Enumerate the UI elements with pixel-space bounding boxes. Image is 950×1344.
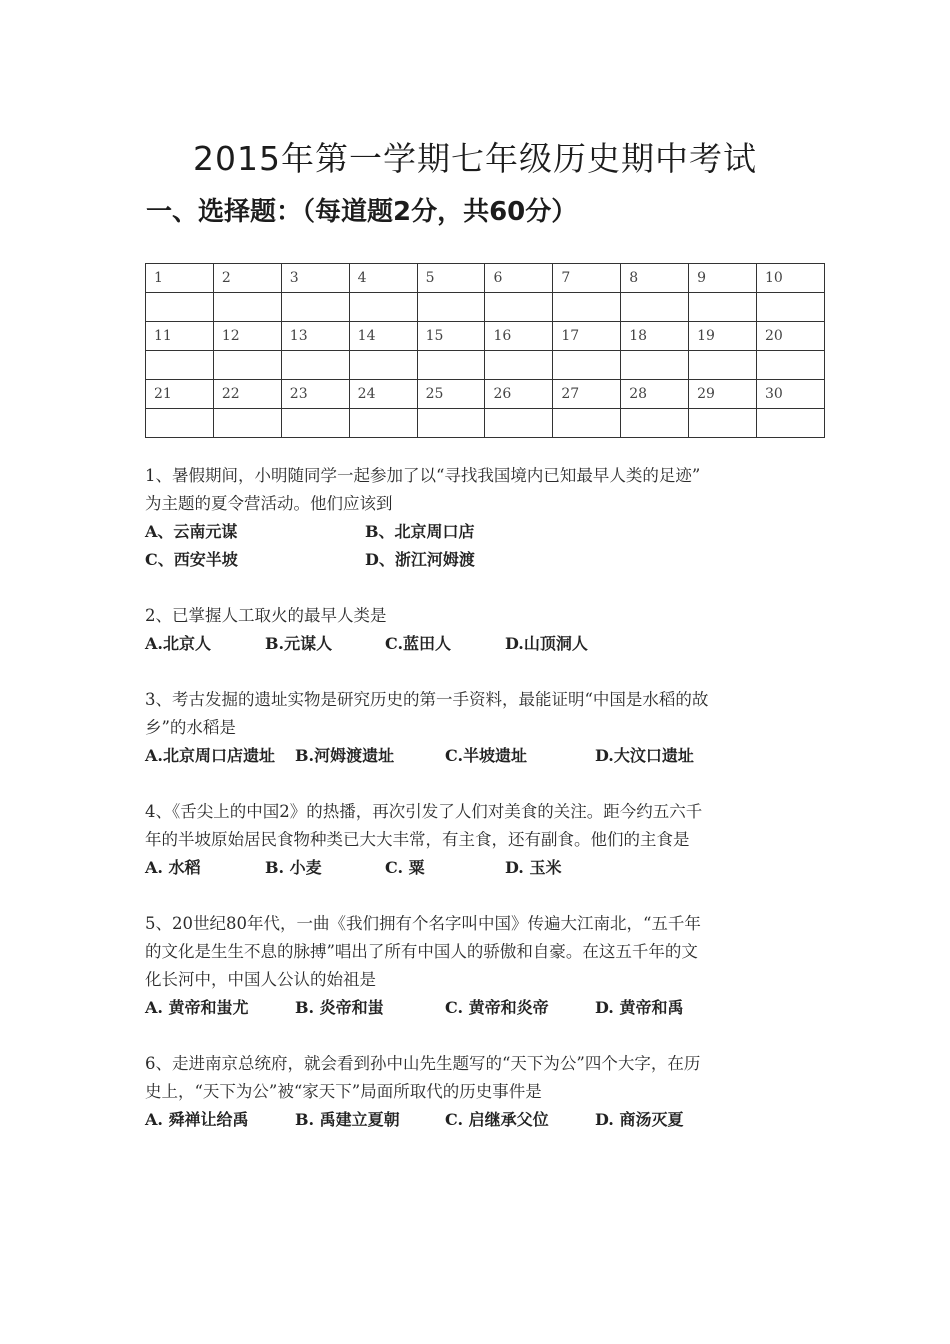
grid-answer-cell <box>213 409 281 438</box>
grid-answer-cell <box>146 409 214 438</box>
option-line <box>145 546 815 574</box>
grid-number-cell: 27 <box>553 380 621 409</box>
grid-answer-cell <box>689 351 757 380</box>
grid-answer-cell <box>621 293 689 322</box>
grid-answer-row <box>146 409 825 438</box>
question-item <box>145 910 815 1022</box>
answer-option: B. 炎帝和蚩 <box>295 998 384 1017</box>
answer-option: D.大汶口遗址 <box>595 746 694 765</box>
question-item <box>145 1050 815 1134</box>
answer-option: D、浙江河姆渡 <box>365 550 475 569</box>
question-stem-line: 乡”的水稻是 <box>145 718 236 737</box>
answer-option: B.元谋人 <box>265 634 333 653</box>
grid-number-cell: 29 <box>689 380 757 409</box>
answer-option: C. 黄帝和炎帝 <box>445 998 549 1017</box>
option-line <box>145 518 815 546</box>
question-stem-line: 1、暑假期间，小明随同学一起参加了以“寻找我国境内已知最早人类的足迹” <box>145 466 701 485</box>
grid-answer-cell <box>349 351 417 380</box>
grid-number-cell: 12 <box>213 322 281 351</box>
question-item <box>145 798 815 882</box>
option-line <box>145 630 815 658</box>
grid-answer-cell <box>689 409 757 438</box>
option-line <box>145 854 815 882</box>
grid-answer-cell <box>349 409 417 438</box>
question-item <box>145 602 815 658</box>
grid-number-cell: 5 <box>417 264 485 293</box>
answer-option: B、北京周口店 <box>365 522 475 541</box>
grid-number-cell: 10 <box>757 264 825 293</box>
grid-answer-cell <box>281 351 349 380</box>
grid-number-cell: 11 <box>146 322 214 351</box>
grid-answer-cell <box>281 409 349 438</box>
answer-option: A. 水稻 <box>145 858 201 877</box>
grid-answer-cell <box>757 293 825 322</box>
grid-number-cell: 28 <box>621 380 689 409</box>
answer-option: B. 禹建立夏朝 <box>295 1110 400 1129</box>
grid-number-cell: 17 <box>553 322 621 351</box>
grid-answer-cell <box>757 409 825 438</box>
grid-answer-cell <box>417 293 485 322</box>
section-heading: 一、选择题：（每道题2分，共60分） <box>146 197 578 227</box>
grid-number-cell: 25 <box>417 380 485 409</box>
question-stem-line: 年的半坡原始居民食物种类已大大丰常，有主食，还有副食。他们的主食是 <box>145 830 690 849</box>
grid-answer-row <box>146 293 825 322</box>
grid-number-row <box>146 264 825 293</box>
grid-number-cell: 6 <box>485 264 553 293</box>
grid-answer-cell <box>553 293 621 322</box>
answer-option: A.北京人 <box>145 634 211 653</box>
grid-answer-cell <box>417 351 485 380</box>
answer-option: D.山顶洞人 <box>505 634 588 653</box>
grid-number-cell: 26 <box>485 380 553 409</box>
grid-answer-cell <box>146 293 214 322</box>
answer-option: A. 黄帝和蚩尤 <box>145 998 249 1017</box>
grid-number-cell: 4 <box>349 264 417 293</box>
answer-option: C. 启继承父位 <box>445 1110 549 1129</box>
answer-option: A.北京周口店遗址 <box>145 746 275 765</box>
question-stem-line: 化长河中，中国人公认的始祖是 <box>145 970 376 989</box>
grid-number-cell: 1 <box>146 264 214 293</box>
grid-answer-cell <box>553 409 621 438</box>
grid-number-cell: 30 <box>757 380 825 409</box>
question-stem-line: 5、20世纪80年代，一曲《我们拥有个名字叫中国》传遍大江南北，“五千年 <box>145 914 701 933</box>
grid-answer-cell <box>213 351 281 380</box>
grid-answer-row <box>146 351 825 380</box>
answer-option: D. 商汤灭夏 <box>595 1110 684 1129</box>
grid-number-cell: 13 <box>281 322 349 351</box>
grid-answer-cell <box>757 351 825 380</box>
answer-option: C、西安半坡 <box>145 550 238 569</box>
grid-number-cell: 19 <box>689 322 757 351</box>
grid-answer-cell <box>485 293 553 322</box>
answer-option: C.蓝田人 <box>385 634 452 653</box>
grid-answer-cell <box>621 351 689 380</box>
grid-number-cell: 22 <box>213 380 281 409</box>
grid-number-cell: 8 <box>621 264 689 293</box>
answer-option: B.河姆渡遗址 <box>295 746 395 765</box>
grid-number-cell: 14 <box>349 322 417 351</box>
grid-number-cell: 16 <box>485 322 553 351</box>
grid-number-cell: 9 <box>689 264 757 293</box>
question-stem-line: 6、走进南京总统府，就会看到孙中山先生题写的“天下为公”四个大字，在历 <box>145 1054 701 1073</box>
option-line <box>145 994 815 1022</box>
grid-answer-cell <box>213 293 281 322</box>
answer-option: B. 小麦 <box>265 858 322 877</box>
grid-number-row <box>146 322 825 351</box>
question-stem-line: 史上，“天下为公”被“家天下”局面所取代的历史事件是 <box>145 1082 542 1101</box>
answer-option: C.半坡遗址 <box>445 746 528 765</box>
question-stem-line: 2、已掌握人工取火的最早人类是 <box>145 606 387 625</box>
option-line <box>145 742 815 770</box>
answer-option: D. 玉米 <box>505 858 562 877</box>
grid-number-cell: 7 <box>553 264 621 293</box>
page-title: 2015年第一学期七年级历史期中考试 <box>193 139 757 178</box>
question-stem-line: 3、考古发掘的遗址实物是研究历史的第一手资料，最能证明“中国是水稻的故 <box>145 690 709 709</box>
grid-answer-cell <box>417 409 485 438</box>
grid-answer-cell <box>553 351 621 380</box>
answer-option: C. 粟 <box>385 858 425 877</box>
grid-answer-cell <box>281 293 349 322</box>
grid-answer-cell <box>485 351 553 380</box>
option-line <box>145 1106 815 1134</box>
grid-number-cell: 23 <box>281 380 349 409</box>
question-item <box>145 462 815 574</box>
answer-option: D. 黄帝和禹 <box>595 998 684 1017</box>
grid-answer-cell <box>349 293 417 322</box>
grid-answer-cell <box>621 409 689 438</box>
grid-number-cell: 2 <box>213 264 281 293</box>
grid-number-cell: 18 <box>621 322 689 351</box>
grid-number-cell: 21 <box>146 380 214 409</box>
question-stem-line: 的文化是生生不息的脉搏”唱出了所有中国人的骄傲和自豪。在这五千年的文 <box>145 942 698 961</box>
question-list <box>145 462 815 1162</box>
grid-answer-cell <box>485 409 553 438</box>
grid-number-row <box>146 380 825 409</box>
grid-number-cell: 15 <box>417 322 485 351</box>
question-stem-line: 4、《舌尖上的中国2》的热播，再次引发了人们对美食的关注。距今约五六千 <box>145 802 703 821</box>
grid-number-cell: 20 <box>757 322 825 351</box>
question-item <box>145 686 815 770</box>
answer-option: A. 舜禅让给禹 <box>145 1110 249 1129</box>
grid-number-cell: 24 <box>349 380 417 409</box>
question-stem-line: 为主题的夏令营活动。他们应该到 <box>145 494 393 513</box>
answer-option: A、云南元谋 <box>145 522 238 541</box>
grid-number-cell: 3 <box>281 264 349 293</box>
answer-grid <box>145 263 825 438</box>
grid-answer-cell <box>689 293 757 322</box>
grid-answer-cell <box>146 351 214 380</box>
